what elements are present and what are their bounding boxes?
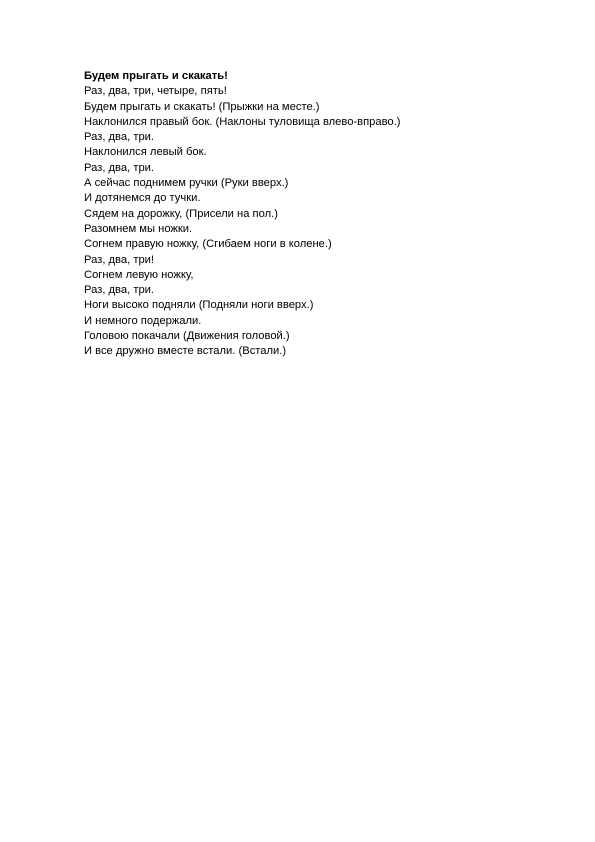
poem-line: Согнем правую ножку, (Сгибаем ноги в колене.) [84, 238, 332, 251]
poem-line: Раз, два, три. [84, 284, 155, 297]
poem-line: Будем прыгать и скакать! (Прыжки на месте.) [84, 100, 320, 113]
poem-text-block [84, 69, 564, 360]
poem-line: Разомнем мы ножки. [84, 222, 193, 235]
poem-line: И дотянемся до тучки. [84, 192, 201, 205]
poem-line: Раз, два, три! [84, 253, 155, 266]
poem-line: Сядем на дорожку, (Присели на пол.) [84, 207, 278, 220]
poem-line: Раз, два, три. [84, 131, 155, 144]
poem-line: Раз, два, три, четыре, пять! [84, 85, 227, 98]
poem-line: Наклонился правый бок. (Наклоны туловища влево-вправо.) [84, 115, 401, 128]
document-title: Будем прыгать и скакать! [84, 70, 228, 82]
poem-line: Ноги высоко подняли (Подняли ноги вверх.) [84, 299, 314, 312]
poem-line: Раз, два, три. [84, 161, 155, 174]
poem-line: И все дружно вместе встали. (Встали.) [84, 345, 287, 358]
poem-line: Наклонился левый бок. [84, 146, 207, 159]
poem-line: А сейчас поднимем ручки (Руки вверх.) [84, 177, 289, 190]
poem-line: И немного подержали. [84, 314, 202, 327]
poem-line: Головою покачали (Движения головой.) [84, 330, 290, 343]
poem-line: Согнем левую ножку, [84, 268, 194, 281]
